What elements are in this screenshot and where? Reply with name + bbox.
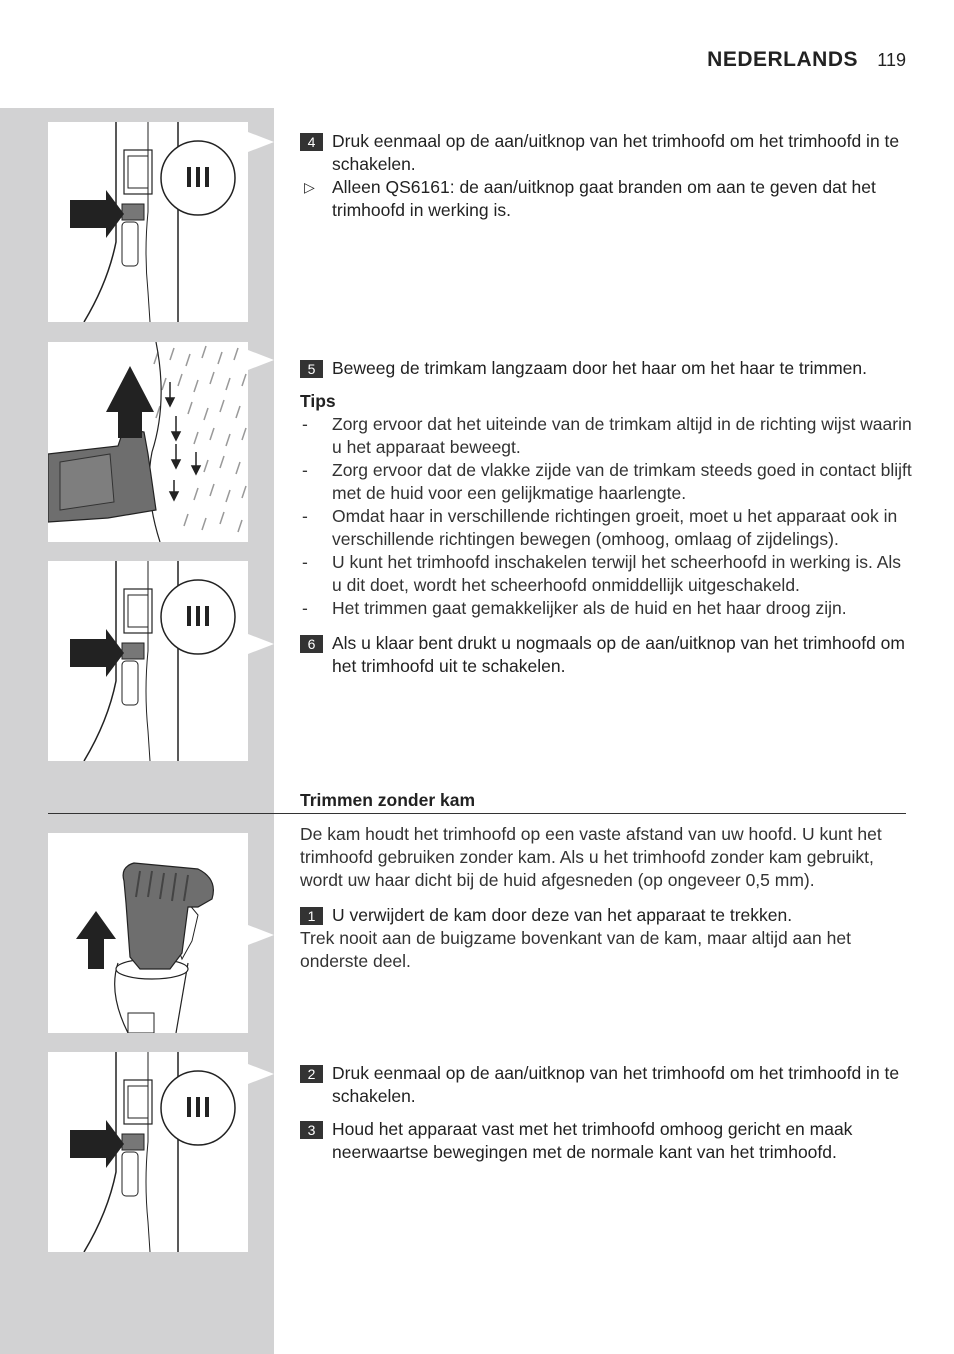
steps-2-3-block (300, 1062, 912, 1164)
section-heading: Trimmen zonder kam (300, 790, 476, 810)
dash-marker: - (302, 414, 308, 434)
result-bullet-icon: ▷ (304, 179, 315, 195)
figure-pointer (248, 132, 274, 152)
step-number-badge: 4 (300, 133, 323, 151)
step-number-badge: 1 (300, 907, 323, 925)
tip-item (300, 551, 912, 597)
dash-marker: - (302, 552, 308, 572)
tip-item (300, 505, 912, 551)
step-number-badge: 2 (300, 1065, 323, 1083)
figure-pointer (248, 925, 274, 945)
step-4-block (300, 130, 912, 222)
illustration-trimming (48, 342, 248, 542)
tips-heading: Tips (300, 391, 336, 411)
step-text: Beweeg de trimkam langzaam door het haar om het haar te trimmen. (332, 358, 867, 378)
step-text: Druk eenmaal op de aan/uitknop van het trimhoofd om het trimhoofd in te schakelen. (332, 1063, 900, 1106)
dash-marker: - (302, 460, 308, 480)
illustration-remove-comb (48, 833, 248, 1033)
page-number: 119 (877, 50, 906, 70)
tip-text: Zorg ervoor dat het uiteinde van de trimkam altijd in de richting wijst waarin u het apparaat beweegt. (332, 414, 912, 457)
note-text: Alleen QS6161: de aan/uitknop gaat branden om aan te geven dat het trimhoofd in werking is. (332, 177, 876, 220)
dash-marker: - (302, 506, 308, 526)
step-number-badge: 5 (300, 360, 323, 378)
tip-text: U kunt het trimhoofd inschakelen terwijl het scheerhoofd in werking is. Als u dit doet, wordt het scheerhoofd onmiddellijk uitgeschakeld. (332, 552, 902, 595)
step-6 (300, 632, 912, 678)
figure-pointer (248, 1064, 274, 1084)
step-text: Houd het apparaat vast met het trimhoofd omhoog gericht en maak neerwaartse bewegingen met de normale kant van het trimhoofd. (332, 1119, 853, 1162)
step-4-note (300, 176, 912, 222)
tip-item (300, 459, 912, 505)
section-intro: De kam houdt het trimhoofd op een vaste afstand van uw hoofd. U kunt het trimhoofd gebruiken zonder kam. Als u het trimhoofd zonder kam gebruikt, wordt uw haar dicht bij de huid afgesneden (op ongeveer 0,5 mm). (300, 824, 882, 890)
step-text: U verwijdert de kam door deze van het apparaat te trekken. (332, 905, 793, 925)
figure-pointer (248, 350, 274, 370)
step-1-note: Trek nooit aan de buigzame bovenkant van de kam, maar altijd aan het onderste deel. (300, 928, 851, 971)
step-4 (300, 130, 912, 176)
tip-text: Omdat haar in verschillende richtingen groeit, moet u het apparaat ook in verschillende richtingen bewegen (omhoog, omlaag of zijdelings). (332, 506, 898, 549)
step-text: Druk eenmaal op de aan/uitknop van het trimhoofd om het trimhoofd in te schakelen. (332, 131, 900, 174)
tip-text: Zorg ervoor dat de vlakke zijde van de trimkam steeds goed in contact blijft met de huid voor een gelijkmatige haarlengte. (332, 460, 912, 503)
tip-item (300, 413, 912, 459)
dash-marker: - (302, 598, 308, 618)
illustration-switch-on-2 (48, 1052, 248, 1252)
step-number-badge: 3 (300, 1121, 323, 1139)
step-5-block (300, 357, 912, 678)
figure-pointer (248, 634, 274, 654)
illustration-switch-on (48, 122, 248, 322)
tip-text: Het trimmen gaat gemakkelijker als de huid en het haar droog zijn. (332, 598, 847, 618)
step-1 (300, 904, 912, 927)
language-header: NEDERLANDS (707, 48, 858, 71)
tip-item (300, 597, 912, 620)
step-5 (300, 357, 912, 380)
illustration-switch-off (48, 561, 248, 761)
step-3 (300, 1118, 912, 1164)
step-text: Als u klaar bent drukt u nogmaals op de aan/uitknop van het trimhoofd om het trimhoofd uit te schakelen. (332, 633, 905, 676)
section-intro-block (300, 823, 912, 973)
step-number-badge: 6 (300, 635, 323, 653)
section-divider (48, 813, 906, 814)
step-2 (300, 1062, 912, 1108)
